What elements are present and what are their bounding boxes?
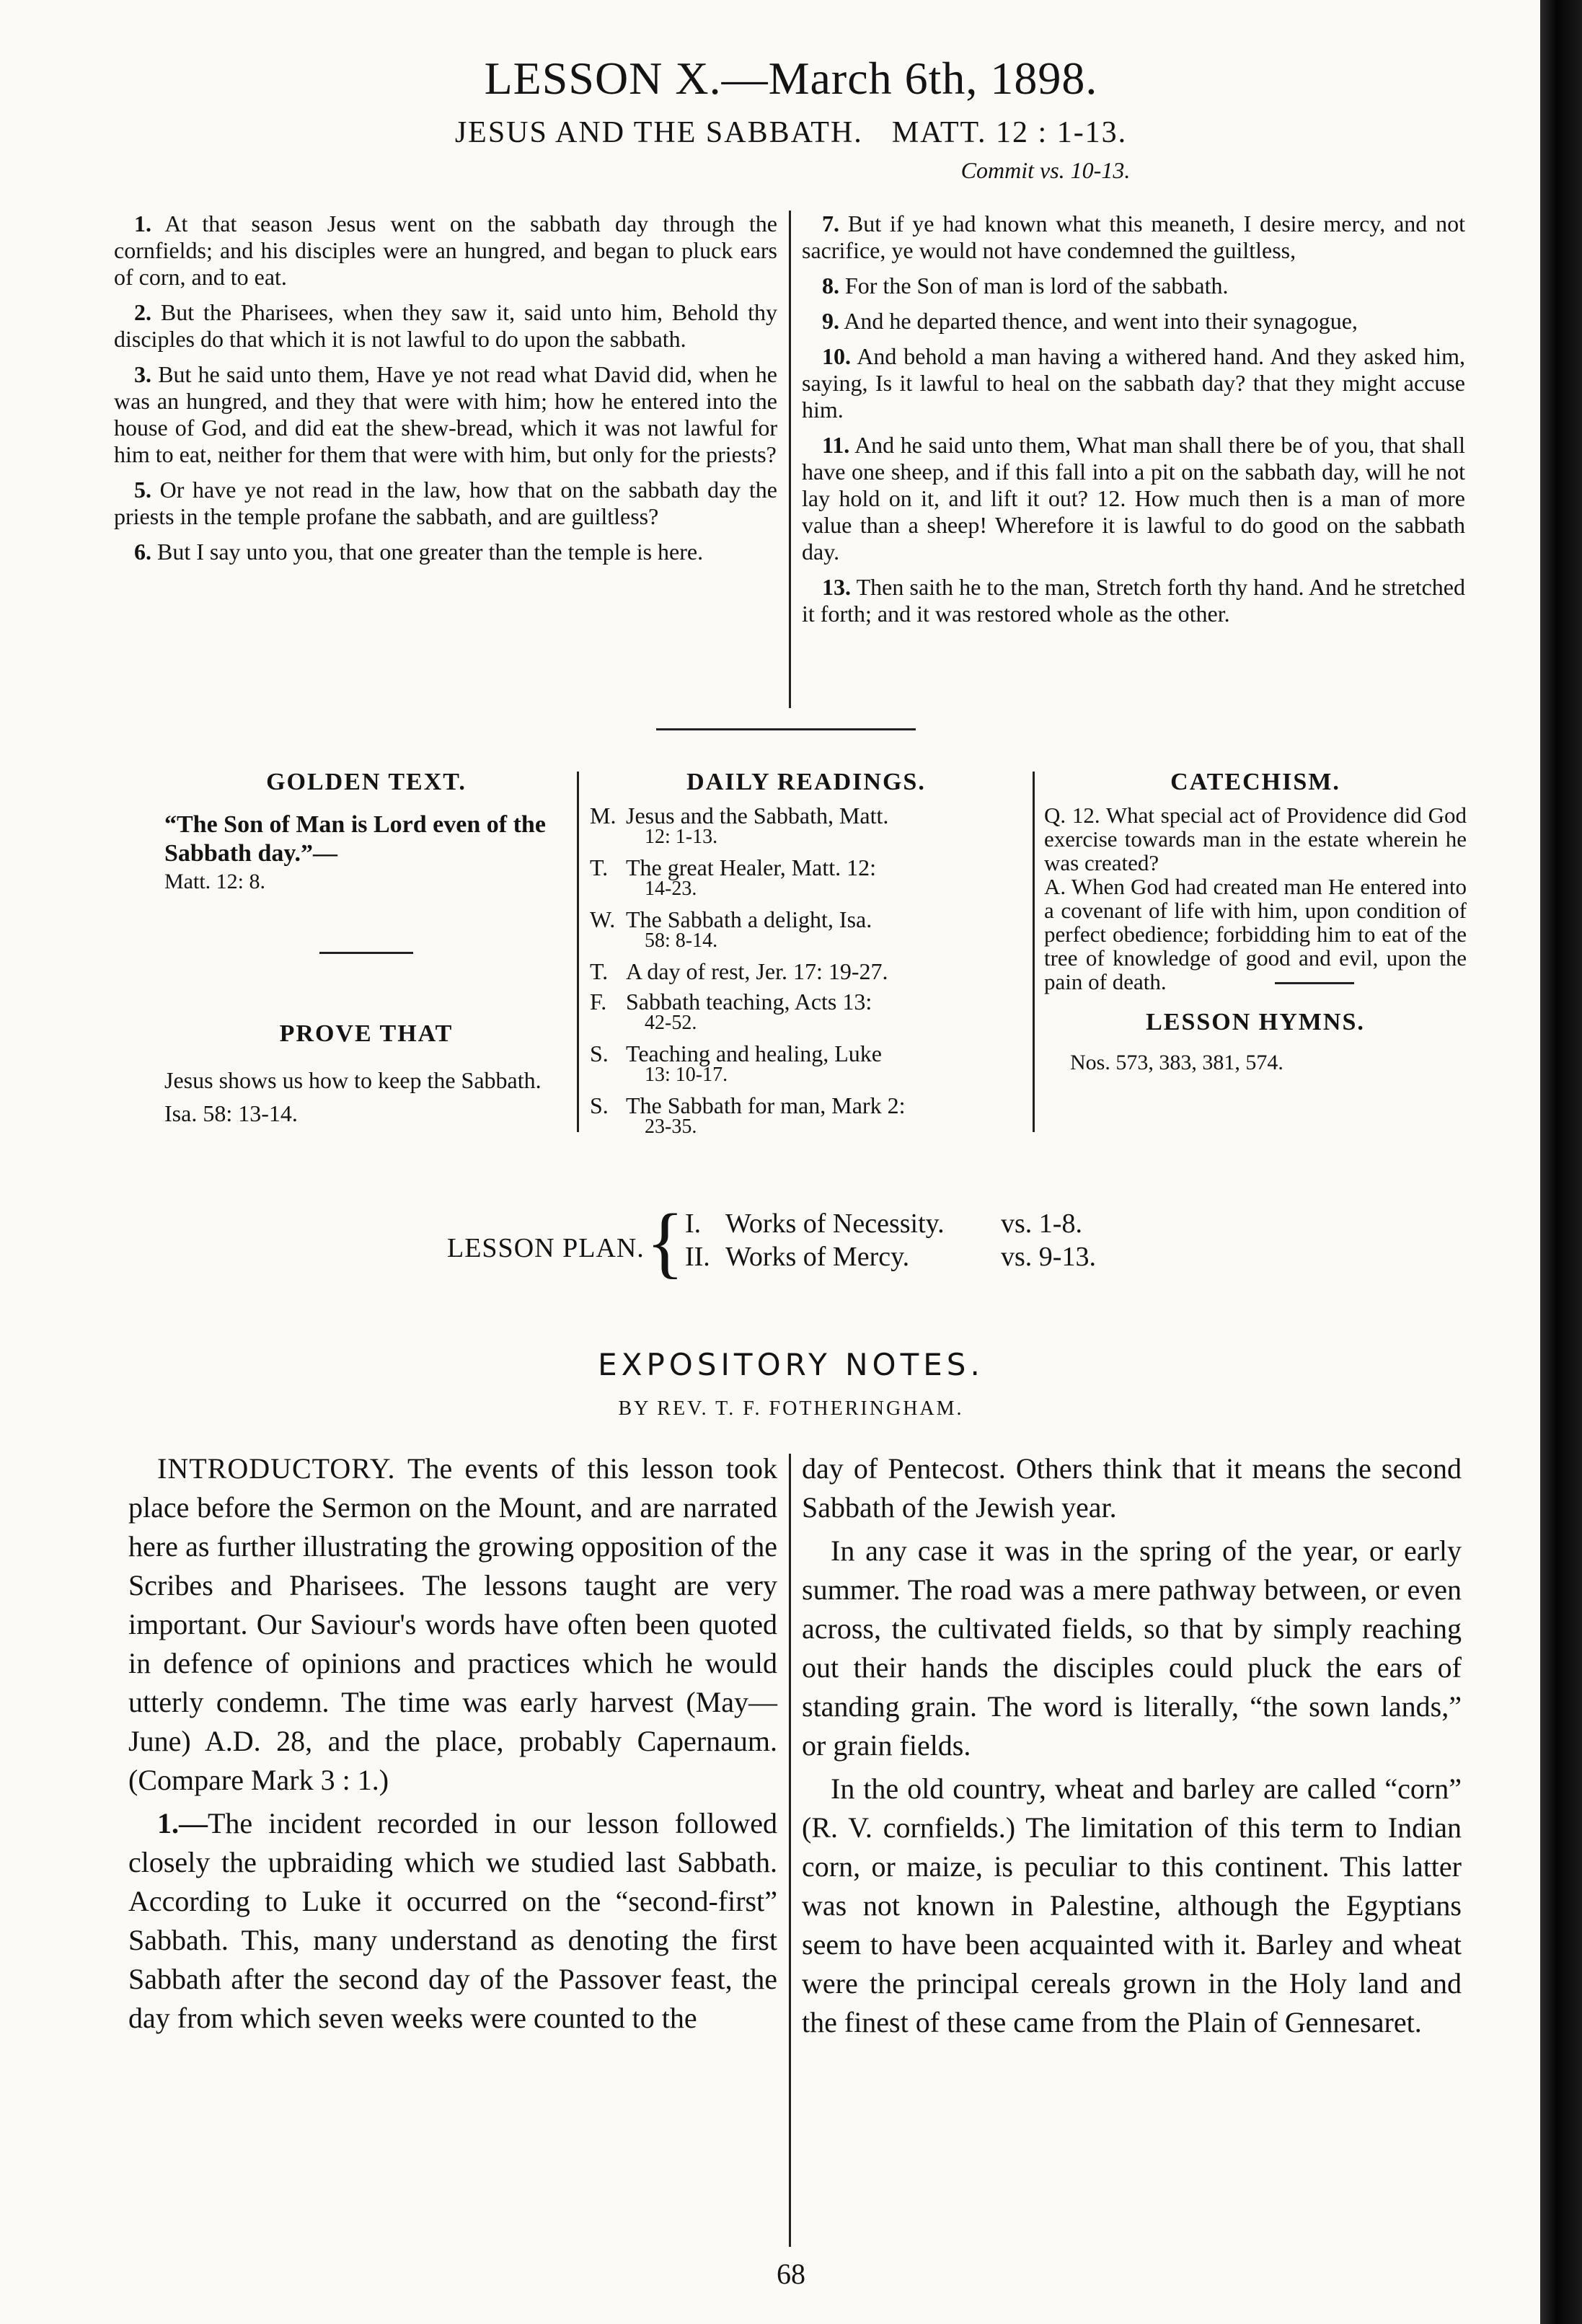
golden-text-heading: GOLDEN TEXT. (266, 769, 467, 795)
paragraph: day of Pentecost. Others think that it means the second Sabbath of the Jewish year. (802, 1452, 1462, 1524)
catechism-answer: A. When God had created man He entered into a covenant of life with him, upon condition of perfect obedience; forbidding him to eat of the tree of knowledge of good and evil, upon the pain of death. (1044, 874, 1467, 994)
reading-item: S. The Sabbath for man, Mark 2: 23-35. (590, 1092, 906, 1138)
reading-item: M. Jesus and the Sabbath, Matt. 12: 1-13. (590, 803, 889, 848)
golden-text-ref: Matt. 12: 8. (164, 870, 265, 893)
daily-readings (590, 769, 1022, 1146)
verse: 13. Then saith he to the man, Stretch forth thy hand. And he stretched it forth; and it was restored whole as the other. (802, 574, 1466, 627)
catechism-heading: CATECHISM. (1170, 769, 1340, 795)
scripture-left-column (114, 211, 777, 574)
expository-notes-heading: EXPOSITORY NOTES. (598, 1347, 984, 1382)
byline: BY REV. T. F. FOTHERINGHAM. (618, 1397, 964, 1420)
catechism-box (1044, 769, 1467, 1075)
notes-column-divider (789, 1454, 791, 2247)
reading-item: T. The great Healer, Matt. 12: 14-23. (590, 854, 877, 900)
lesson-plan-label: LESSON PLAN. (447, 1233, 645, 1263)
page-number: 68 (777, 2258, 805, 2290)
verse: 1. At that season Jesus went on the sabbath day through the cornfields; and his disciples were an hungred, and began to pluck ears of corn, and to eat. (114, 211, 778, 290)
verse: 9. And he departed thence, and went into their synagogue, (822, 308, 1358, 334)
short-rule (319, 952, 413, 954)
commit-note: Commit vs. 10-13. (960, 157, 1131, 183)
lesson-hymns-heading: LESSON HYMNS. (1146, 1009, 1365, 1035)
reading-item: W. The Sabbath a delight, Isa. 58: 8-14. (590, 906, 872, 952)
golden-text-box (164, 769, 568, 1130)
golden-text: “The Son of Man is Lord even of the Sabbath day.”— (164, 811, 546, 867)
paragraph: INTRODUCTORY. The events of this lesson took place before the Sermon on the Mount, and are narrated here as further illustrating the growing opposition of the Scribes and Pharisees. The lessons taught are very important. Our Saviour's words have often been quoted in defence of opinions and practices which he would utterly condemn. The time was early harvest (May—June) A.D. 28, and the place, probably Capernaum. (Compare Mark 3 : 1.) (128, 1452, 777, 1796)
lesson-topic: JESUS AND THE SABBATH. (454, 116, 863, 149)
box-divider-left (577, 772, 579, 1132)
verse: 8. For the Son of man is lord of the sabbath. (822, 273, 1229, 299)
verse: 10. And behold a man having a withered hand. And they asked him, saying, Is it lawful to heal on the sabbath day? that they might accuse him. (802, 343, 1466, 423)
lesson-subtitle (0, 115, 1582, 150)
scanned-page-edge (1540, 0, 1582, 2324)
notes-left-column (128, 1449, 777, 2042)
verse: 11. And he said unto them, What man shall there be of you, that shall have one sheep, and if this fall into a pit on the sabbath day, will he not lay hold on it, and lift it out? 12. How much then is a man of more value than a sheep! Wherefore it is lawful to do good on the sabbath day. (802, 432, 1465, 565)
scripture-column-divider (789, 211, 791, 708)
verse: 6. But I say unto you, that one greater than the temple is here. (134, 539, 704, 565)
catechism-question: Q. 12. What special act of Providence did God exercise towards man in the estate wherein he was created? (1044, 803, 1467, 875)
plan-item: II. Works of Mercy. vs. 9-13. (685, 1242, 1096, 1272)
paragraph: In any case it was in the spring of the year, or early summer. The road was a mere pathway between, or even across, the cultivated fields, so that by simply reaching out their hands the disciples could pluck the ears of standing grain. The word is literally, “the sown lands,” or grain fields. (802, 1534, 1462, 1762)
plan-item: I. Works of Necessity. vs. 1-8. (685, 1209, 1082, 1239)
lesson-hymns-text: Nos. 573, 383, 381, 574. (1070, 1051, 1283, 1074)
verse: 5. Or have ye not read in the law, how that on the sabbath day the priests in the temple profane the sabbath, and are guiltless? (114, 477, 778, 529)
verse: 2. But the Pharisees, when they saw it, said unto him, Behold thy disciples do that which it is not lawful to do upon the sabbath. (114, 299, 777, 352)
verse: 7. But if ye had known what this meaneth, I desire mercy, and not sacrifice, ye would not have condemned the guiltless, (802, 211, 1466, 263)
plan-brace: { (646, 1198, 684, 1286)
notes-right-column (802, 1449, 1462, 2046)
scripture-right-column (802, 211, 1465, 636)
reading-item: T. A day of rest, Jer. 17: 19-27. (590, 958, 888, 984)
prove-text: Jesus shows us how to keep the Sabbath. Isa. 58: 13-14. (164, 1067, 542, 1126)
verse: 3. But he said unto them, Have ye not read what David did, when he was an hungred, and they that were with him; how he entered into the house of God, and did eat the shew-bread, which it was not lawful for him to eat, neither for them that were with him, but only for the priests? (114, 361, 778, 467)
paragraph: 1.—The incident recorded in our lesson followed closely the upbraiding which we studied last Sabbath. According to Luke it occurred on the “second-first” Sabbath. This, many understand as denoting the first Sabbath after the second day of the Passover feast, the day from which seven weeks were counted to the (128, 1807, 777, 2034)
short-rule (1275, 982, 1354, 984)
lesson-title: LESSON X.—March 6th, 1898. (484, 53, 1098, 104)
box-divider-right (1033, 772, 1035, 1132)
section-rule (656, 728, 916, 730)
lesson-plan (447, 1198, 1240, 1286)
reading-item: S. Teaching and healing, Luke 13: 10-17. (590, 1041, 882, 1086)
daily-readings-heading: DAILY READINGS. (686, 769, 926, 795)
lesson-reference: MATT. 12 : 1-13. (891, 116, 1128, 149)
prove-heading: PROVE THAT (279, 1020, 454, 1047)
reading-item: F. Sabbath teaching, Acts 13: 42-52. (590, 989, 872, 1034)
paragraph: In the old country, wheat and barley are called “corn” (R. V. cornfields.) The limitation of this term to Indian corn, or maize, is peculiar to this continent. This latter was not known in Palestine, although the Egyptians seem to have been acquainted with it. Barley and wheat were the principal cereals grown in the Holy land and the finest of these came from the Plain of Gennesaret. (802, 1772, 1462, 2038)
